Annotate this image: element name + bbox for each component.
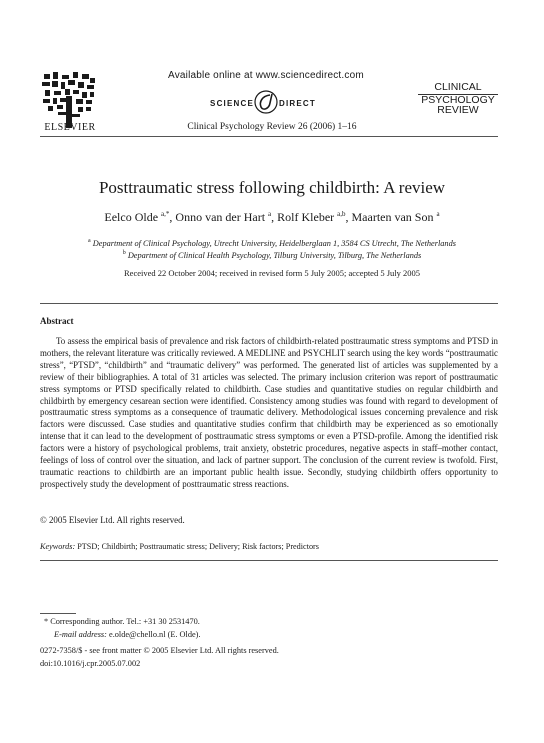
email-footnote	[54, 630, 201, 639]
author-name: Maarten van Son	[351, 210, 434, 224]
elsevier-wordmark: ELSEVIER	[44, 122, 96, 133]
abstract-rule	[40, 303, 498, 304]
keywords-list: PTSD; Childbirth; Posttraumatic stress; Delivery; Risk factors; Predictors	[77, 542, 319, 551]
corresponding-author-footnote: * Corresponding author. Tel.: +31 30 2531470.	[44, 617, 200, 626]
header-rule	[40, 136, 498, 137]
keywords-line	[40, 542, 319, 551]
affiliation-marker: a	[88, 238, 91, 244]
affiliation-text: Department of Clinical Psychology, Utrecht University, Heidelberglaan 1, 3584 CS Utrecht, The Netherlands	[92, 238, 456, 248]
author-name: Rolf Kleber	[277, 210, 335, 224]
keywords-label: Keywords:	[40, 542, 76, 551]
author-affiliation-marker: a,*	[161, 210, 170, 218]
sd-logo-science: SCIENCE	[210, 99, 254, 108]
author-name: Onno van der Hart	[175, 210, 266, 224]
abstract-copyright: © 2005 Elsevier Ltd. All rights reserved.	[40, 515, 185, 525]
affiliation-marker: b	[122, 250, 126, 256]
sd-logo-direct: DIRECT	[279, 99, 316, 108]
availability-line: Available online at www.sciencedirect.com	[168, 70, 364, 81]
journal-logo-line-1: CLINICAL	[434, 81, 482, 93]
affiliation-text: Department of Clinical Health Psychology, Tilburg University, Tilburg, The Netherlands	[127, 250, 422, 260]
journal-logo-line-2: PSYCHOLOGY	[421, 94, 495, 106]
author-list: Eelco Olde $^{a,*}$, Onno van der Hart $^a$, Rolf Kleber $^{a,b}$, Maarten van Son $^a$	[104, 210, 440, 224]
author-name: Eelco Olde	[104, 210, 159, 224]
elsevier-tree-logo	[40, 70, 98, 130]
journal-citation: Clinical Psychology Review 26 (2006) 1–16	[187, 122, 357, 132]
affiliation-a	[0, 238, 544, 248]
footnote-rule	[40, 613, 76, 614]
doi-link[interactable]: doi:10.1016/j.cpr.2005.07.002	[40, 659, 141, 668]
email-label: E-mail address:	[54, 630, 107, 639]
author-affiliation-marker: a,b	[337, 210, 346, 218]
sciencedirect-logo	[198, 86, 348, 118]
affiliation-b	[0, 250, 544, 260]
issn-line: 0272-7358/$ - see front matter © 2005 Elsevier Ltd. All rights reserved.	[40, 646, 279, 655]
author-affiliation-marker: a	[268, 210, 272, 218]
author-affiliation-marker: a	[436, 210, 440, 218]
journal-logo	[412, 82, 504, 115]
received-dates: Received 22 October 2004; received in revised form 5 July 2005; accepted 5 July 2005	[124, 268, 420, 278]
email-address[interactable]: e.olde@chello.nl (E. Olde).	[109, 630, 201, 639]
article-title: Posttraumatic stress following childbirth: A review	[98, 178, 446, 197]
abstract-heading: Abstract	[40, 316, 74, 326]
keywords-rule	[40, 560, 498, 561]
journal-logo-line-3: REVIEW	[437, 104, 479, 116]
abstract-text: To assess the empirical basis of prevalence and risk factors of childbirth-related posttraumatic stress symptoms and PTSD in mothers, the relevant literature was critically reviewed. A MEDLINE and PSYCHLIT search using the key words “posttraumatic stress”, “PTSD”, “childbirth” and “traumatic delivery” was performed. The generated list of articles was supplemented by a review of their bibliographies. A total of 31 articles was selected. The primary inclusion criterion was report of posttraumatic stress symptoms or PTSD specifically related to childbirth. Case studies and quantitative studies on regular childbirth and childbirth by emergency cesarean section were identified. Consistency among studies was found with regard to development of posttraumatic stress symptoms as a consequence of traumatic delivery. Methodological issues concerning prevalence and risk factors were discussed. Case studies and quantitative studies confirm that childbirth may be experienced as so emotionally intense that it can lead to the development of posttraumatic stress symptoms or even a PTSD-profile. Among the identified risk factors were a history of psychological problems, trait anxiety, obstetric procedures, negative aspects in staff–mother contact, feelings of loss of control over the situation, and lack of partner support. The conclusion of the current review is twofold. First, traumatic reactions to childbirth are an important public health issue. Secondly, studying childbirth offers opportunity to prospectively study the development of posttraumatic stress reactions.	[40, 336, 498, 489]
